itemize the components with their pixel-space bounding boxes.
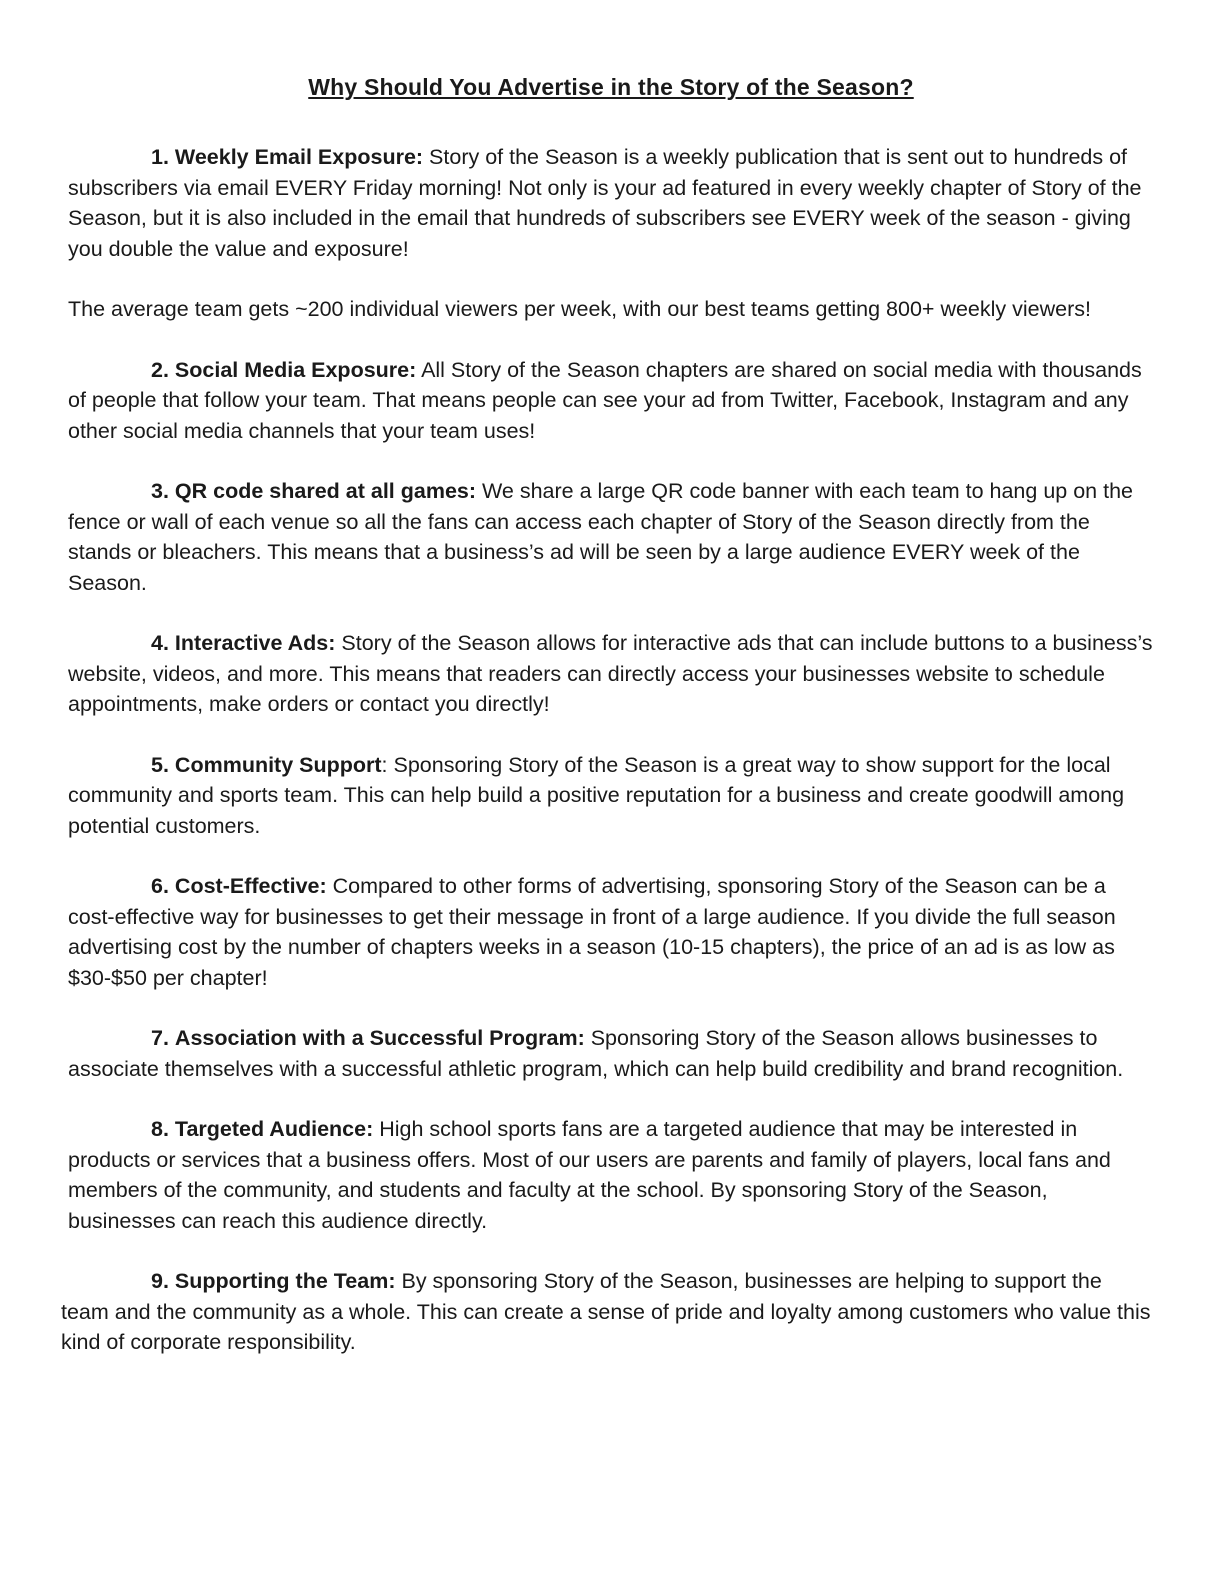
list-item-qr-code <box>68 476 1154 598</box>
item-heading: Cost-Effective: <box>174 874 327 898</box>
item-heading: Interactive Ads: <box>174 631 336 655</box>
item-number: 2. <box>151 357 169 382</box>
item-text: All Story of the Season chapters are shared on social media with thousands of people that follow your team. That means people can see your ad from Twitter, Facebook, Instagram and any other social media channels that your team uses! <box>68 357 1142 443</box>
list-item-targeted-audience <box>68 1114 1154 1236</box>
item-number: 4. <box>151 631 169 655</box>
item-text: We share a large QR code banner with each team to hang up on the fence or wall of each venue so all the fans can access each chapter of Story of the Season directly from the stands or bleachers. This means that a business’s ad will be seen by a large audience EVERY week of the Season. <box>68 479 1133 595</box>
list-item-association <box>68 1023 1154 1084</box>
list-item-interactive-ads <box>68 628 1154 720</box>
item-number: 8. <box>151 1117 169 1141</box>
item-heading: QR code shared at all games: <box>174 479 477 503</box>
item-heading: Community Support <box>174 752 382 777</box>
document-page <box>61 70 1154 1388</box>
item-heading: Weekly Email Exposure: <box>174 145 424 169</box>
item-heading: Supporting the Team: <box>174 1269 396 1293</box>
item-number: 6. <box>151 874 169 898</box>
item-text: Compared to other forms of advertising, sponsoring Story of the Season can be a cost-effective way for businesses to get their message in front of a large audience. If you divide the full season advertising cost by the number of chapters weeks in a season (10-15 chapters), the price of an ad is as low as $30-$50 per chapter! <box>68 874 1116 990</box>
item-text: : Sponsoring Story of the Season is a great way to show support for the local community and sports team. This can help build a positive reputation for a business and create goodwill among potential customers. <box>68 752 1125 838</box>
item-text: By sponsoring Story of the Season, businesses are helping to support the team and the community as a whole. This can create a sense of pride and loyalty among customers who value this kind of corporate responsibility. <box>61 1269 1151 1354</box>
list-item-weekly-email <box>68 142 1154 264</box>
item-text: Sponsoring Story of the Season allows businesses to associate themselves with a successful athletic program, which can help build credibility and brand recognition. <box>68 1026 1124 1081</box>
list-item-cost-effective <box>68 871 1154 993</box>
item-number: 9. <box>151 1269 169 1293</box>
list-item-community-support <box>68 750 1154 842</box>
item-heading: Social Media Exposure: <box>174 357 417 382</box>
item-number: 1. <box>151 145 169 169</box>
item-text: Story of the Season is a weekly publication that is sent out to hundreds of subscribers via email EVERY Friday morning! Not only is your ad featured in every weekly chapter of Story of the Season, but it is also included in the email that hundreds of subscribers see EVERY week of the season - giving you double the value and exposure! <box>68 145 1142 261</box>
item-number: 5. <box>151 752 169 777</box>
list-item-supporting-team <box>61 1266 1154 1358</box>
item-number: 7. <box>151 1026 169 1050</box>
item-heading: Targeted Audience: <box>174 1117 374 1141</box>
item-text: High school sports fans are a targeted audience that may be interested in products or services that a business offers. Most of our users are parents and family of players, local fans and members of the community, and students and faculty at the school. By sponsoring Story of the Season, businesses can reach this audience directly. <box>68 1117 1111 1233</box>
item-number: 3. <box>151 479 169 503</box>
item-heading: Association with a Successful Program: <box>174 1026 585 1050</box>
document-title: Why Should You Advertise in the Story of the Season? <box>308 74 914 100</box>
item-text: Story of the Season allows for interactive ads that can include buttons to a business’s website, videos, and more. This means that readers can directly access your businesses website to schedule appointments, make orders or contact you directly! <box>68 631 1153 716</box>
list-item-social-media <box>68 355 1154 447</box>
viewers-note: The average team gets ~200 individual viewers per week, with our best teams getting 800+ weekly viewers! <box>68 297 1091 321</box>
